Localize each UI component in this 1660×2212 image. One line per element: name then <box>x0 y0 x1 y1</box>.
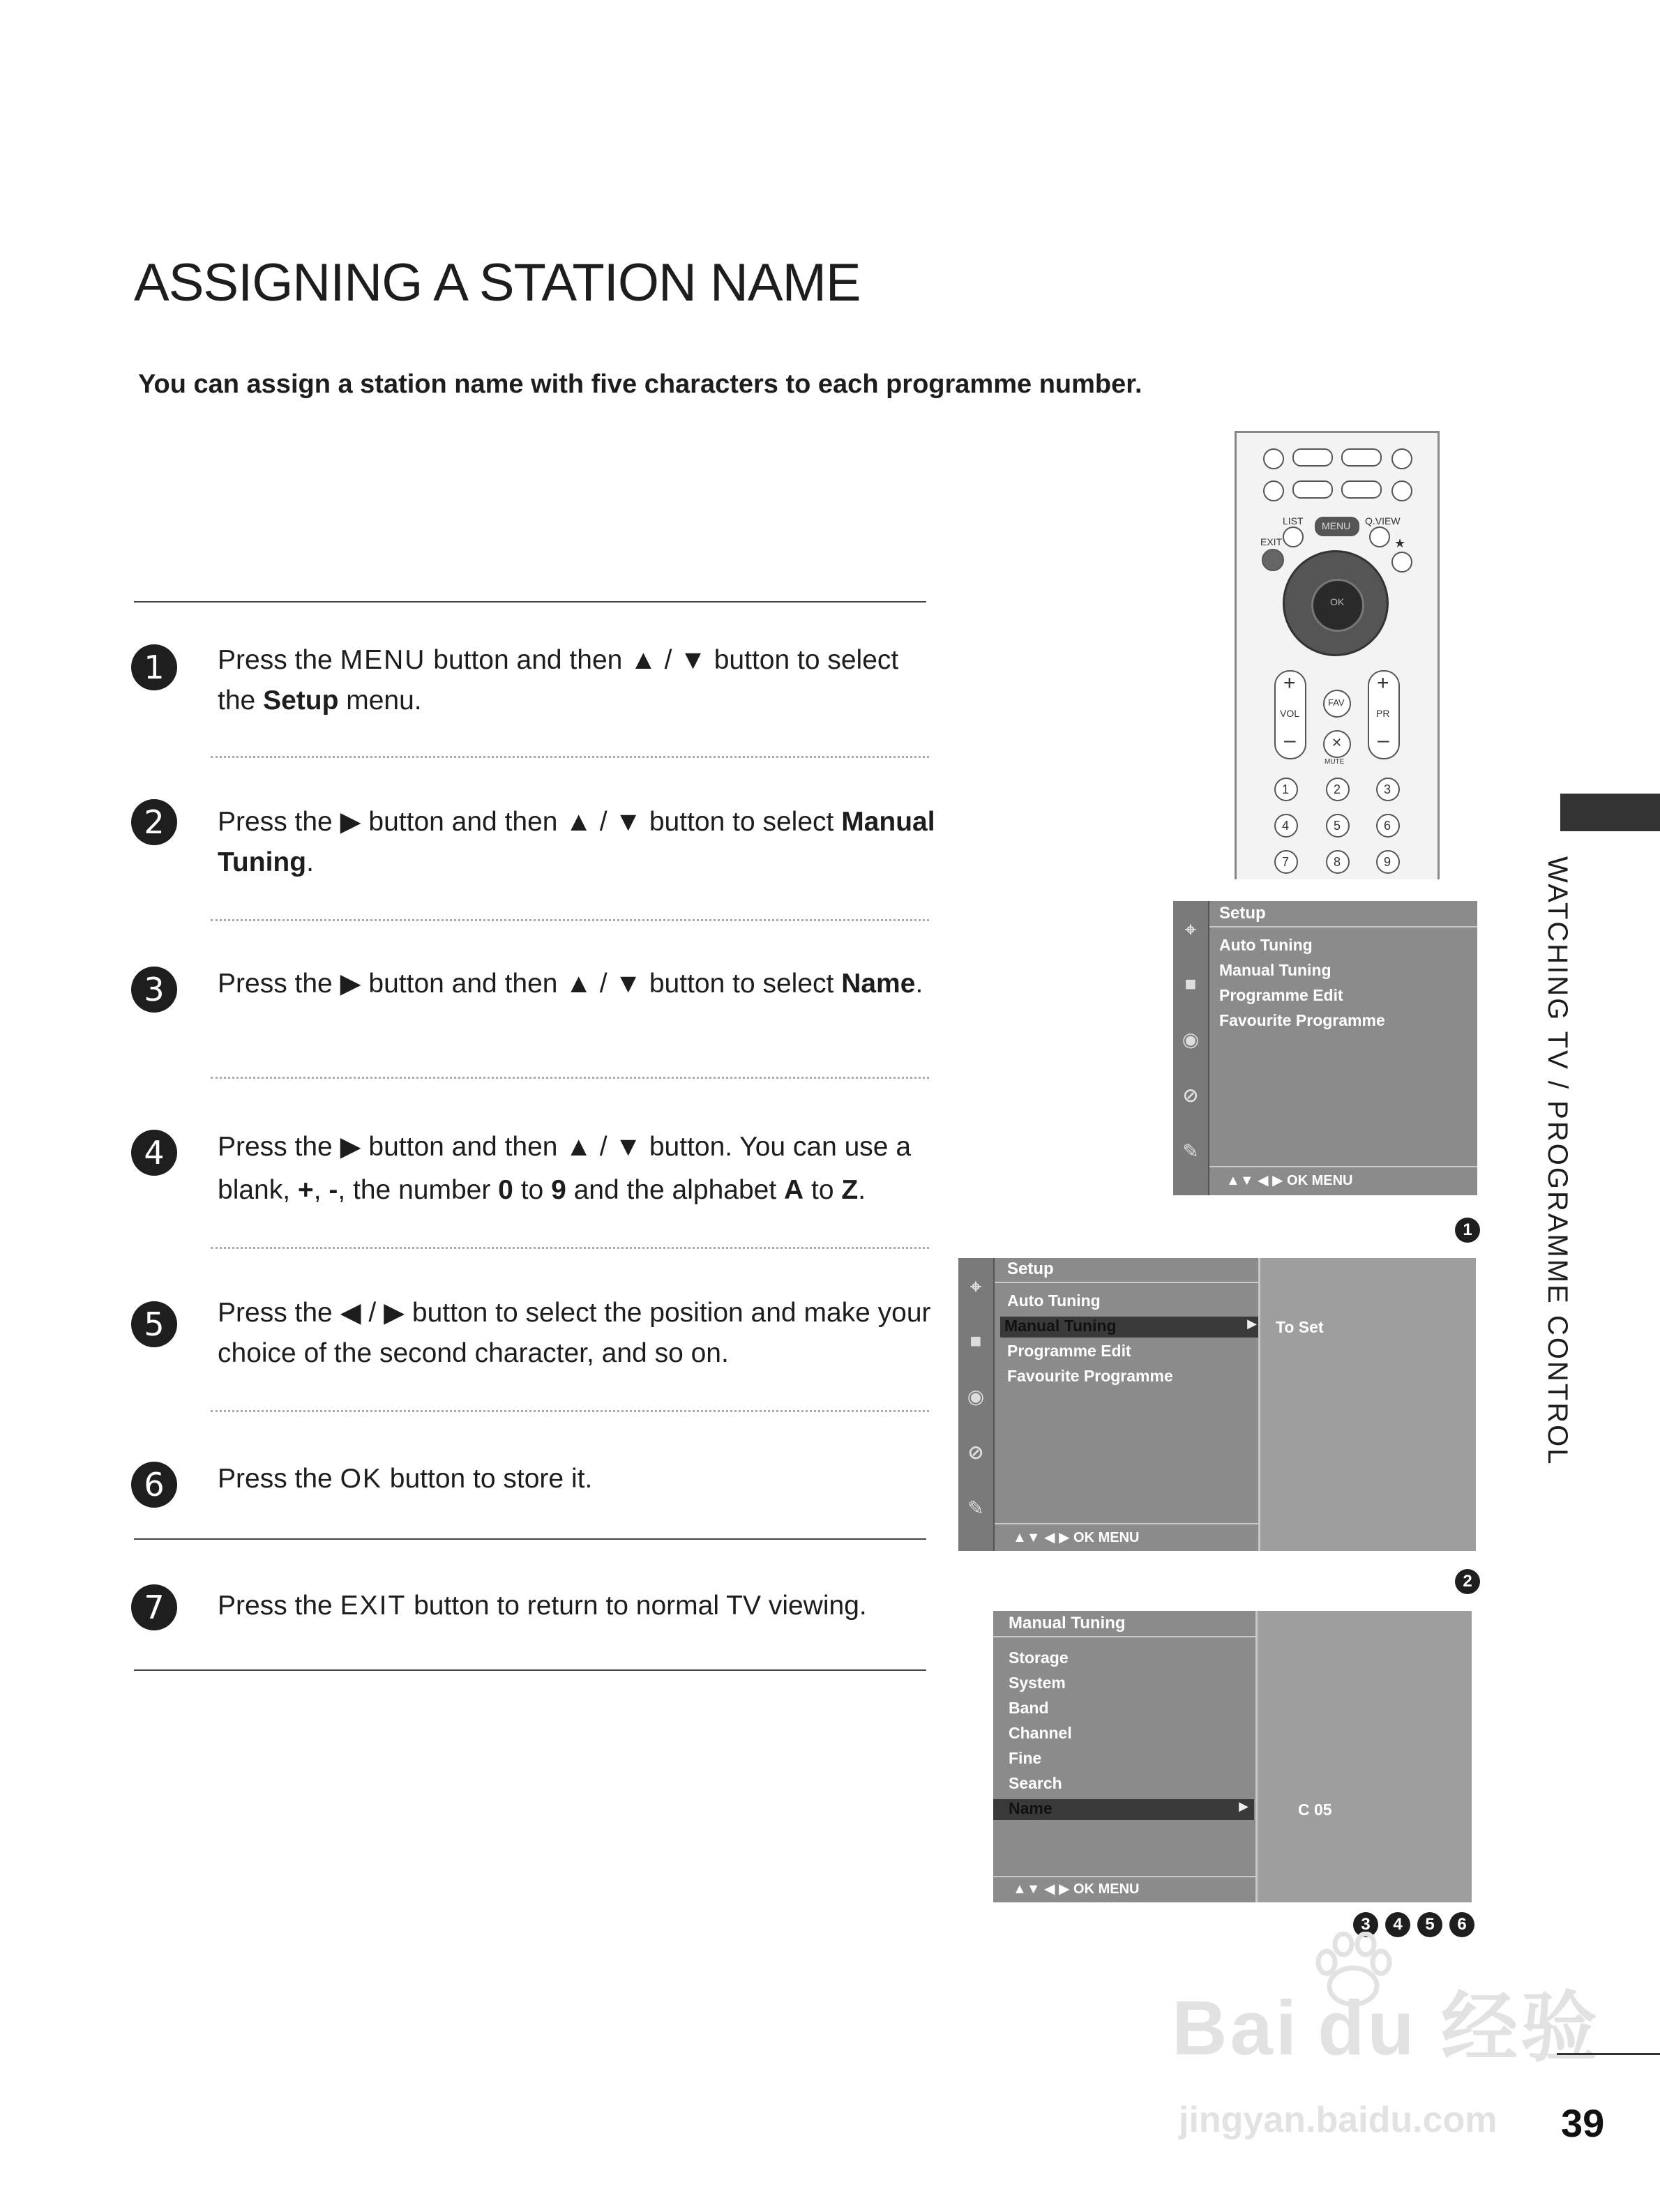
digit-label: 2 <box>1334 782 1341 796</box>
list-button[interactable] <box>1283 527 1304 547</box>
figure-badge: 3 <box>1353 1912 1378 1937</box>
star-icon: ★ <box>1394 536 1406 550</box>
list-label: LIST <box>1283 515 1304 527</box>
intro-text: You can assign a station name with five characters to each programme number. <box>138 370 1142 399</box>
menu-button[interactable] <box>1315 517 1359 536</box>
mute-button[interactable] <box>1323 730 1351 758</box>
qview-button[interactable] <box>1369 527 1390 547</box>
osd-footer: ▲▼ ◀ ▶ OK MENU <box>1013 1530 1140 1545</box>
osd-right-panel <box>1258 1258 1476 1551</box>
step-separator <box>211 1077 929 1079</box>
next-button[interactable] <box>1391 480 1412 501</box>
pr-plus-icon: + <box>1377 672 1389 695</box>
remote-control <box>1235 431 1440 879</box>
step-6-text: Press the OK button to store it. <box>218 1464 593 1494</box>
forward-button[interactable] <box>1341 480 1382 499</box>
digit-label: 7 <box>1282 855 1290 869</box>
osd-divider <box>993 1876 1255 1877</box>
volume-rocker[interactable] <box>1274 670 1306 759</box>
figure-badge: 2 <box>1455 1569 1480 1594</box>
step-3-text: Press the ▶ button and then ▲ / ▼ button to select Name. <box>218 969 923 999</box>
osd-setup-menu <box>1173 901 1477 1195</box>
step-number: 2 <box>131 799 177 845</box>
figure-badge: 1 <box>1455 1218 1480 1243</box>
pause-button[interactable] <box>1341 448 1382 467</box>
step-2-text: Press the ▶ button and then ▲ / ▼ button to select Manual Tuning. <box>218 807 935 877</box>
prev-button[interactable] <box>1263 480 1284 501</box>
menu-item-name-selected[interactable] <box>993 1799 1254 1820</box>
figure-badge: 5 <box>1417 1912 1442 1937</box>
menu-item-search[interactable]: Search <box>1009 1774 1062 1792</box>
osd-sidebar <box>1173 901 1209 1195</box>
menu-item-system[interactable]: System <box>1009 1674 1066 1692</box>
steps-bottom-rule <box>134 1669 926 1671</box>
step-number: 6 <box>131 1462 177 1508</box>
step-number: 1 <box>131 644 177 690</box>
digit-9-button[interactable] <box>1376 850 1400 874</box>
record-button[interactable] <box>1391 448 1412 469</box>
digit-1-button[interactable] <box>1274 778 1298 801</box>
osd-footer: ▲▼ ◀ ▶ OK MENU <box>1013 1881 1140 1897</box>
digit-label: 8 <box>1334 855 1341 869</box>
pr-label: PR <box>1376 708 1390 719</box>
page-title: ASSIGNING A STATION NAME <box>134 253 861 312</box>
digit-5-button[interactable] <box>1326 814 1350 838</box>
menu-item-programme-edit[interactable]: Programme Edit <box>1007 1342 1131 1360</box>
page-number: 39 <box>1561 2101 1605 2145</box>
vol-label: VOL <box>1280 708 1300 719</box>
step-number: 5 <box>131 1301 177 1347</box>
menu-item-fine[interactable]: Fine <box>1009 1749 1042 1767</box>
osd-right-panel <box>1255 1611 1472 1902</box>
osd-header: Manual Tuning <box>1009 1614 1126 1633</box>
menu-item-manual-tuning-selected[interactable] <box>1000 1317 1262 1338</box>
figure-badge: 6 <box>1449 1912 1474 1937</box>
menu-item-programme-edit[interactable]: Programme Edit <box>1219 986 1343 1004</box>
menu-item-storage[interactable]: Storage <box>1009 1649 1069 1667</box>
menu-item-channel[interactable]: Channel <box>1009 1724 1072 1742</box>
step-separator <box>211 1247 929 1249</box>
arrow-right-icon: ▶ <box>1247 1317 1257 1331</box>
selected-item-label: Name <box>1009 1799 1052 1817</box>
step-separator <box>211 756 929 758</box>
menu-item-auto-tuning[interactable]: Auto Tuning <box>1219 936 1313 954</box>
section-title-vertical: WATCHING TV / PROGRAMME CONTROL <box>1542 856 1573 1467</box>
digit-2-button[interactable] <box>1326 778 1350 801</box>
exit-button[interactable] <box>1262 549 1284 571</box>
pr-minus-icon: – <box>1378 729 1389 752</box>
selected-item-label: Manual Tuning <box>1004 1317 1117 1335</box>
menu-item-favourite-programme[interactable]: Favourite Programme <box>1219 1011 1385 1029</box>
step-7-text: Press the EXIT button to return to normal TV viewing. <box>218 1591 867 1621</box>
step-separator <box>211 919 929 921</box>
ok-label: OK <box>1330 596 1345 607</box>
fav-label: FAV <box>1328 697 1345 708</box>
programme-rocker[interactable] <box>1368 670 1400 759</box>
digit-label: 6 <box>1384 819 1391 833</box>
time-icon: ⊘ <box>967 1441 984 1463</box>
star-button[interactable] <box>1391 552 1412 573</box>
vol-minus-icon: – <box>1284 729 1296 752</box>
satellite-icon: ⌖ <box>1185 918 1196 940</box>
osd-footer: ▲▼ ◀ ▶ OK MENU <box>1226 1173 1353 1188</box>
osd-divider <box>1209 1166 1477 1167</box>
menu-item-favourite-programme[interactable]: Favourite Programme <box>1007 1367 1173 1385</box>
menu-label: MENU <box>1322 520 1351 531</box>
step-number: 3 <box>131 967 177 1013</box>
step-number: 7 <box>131 1584 177 1630</box>
vol-plus-icon: + <box>1283 672 1296 695</box>
sound-icon: ◉ <box>1182 1029 1200 1050</box>
menu-item-manual-tuning[interactable]: Manual Tuning <box>1219 961 1331 979</box>
digit-7-button[interactable] <box>1274 850 1298 874</box>
step-rule <box>134 1538 926 1540</box>
rewind-button[interactable] <box>1292 480 1333 499</box>
step-number: 4 <box>131 1130 177 1176</box>
steps-top-rule <box>134 601 926 603</box>
osd-divider <box>995 1523 1258 1524</box>
fav-button[interactable] <box>1323 690 1351 718</box>
time-icon: ⊘ <box>1182 1084 1199 1106</box>
figure-badge: 4 <box>1385 1912 1410 1937</box>
picture-icon: ■ <box>969 1330 982 1351</box>
osd-sidebar <box>958 1258 995 1551</box>
step-1-text: Press the MENU button and then ▲ / ▼ button to select the Setup menu. <box>218 645 899 715</box>
mute-icon: ✕ <box>1331 736 1343 750</box>
stop-button[interactable] <box>1263 448 1284 469</box>
step-separator <box>211 1410 929 1412</box>
osd-divider <box>995 1282 1258 1283</box>
arrow-right-icon: ▶ <box>1239 1799 1248 1813</box>
step-4-text: Press the ▶ button and then ▲ / ▼ button. You can use a blank, +, -, the number 0 to 9 and the alphabet A to Z. <box>218 1132 912 1205</box>
digit-label: 1 <box>1282 782 1290 796</box>
page-number-rule <box>1557 2053 1660 2055</box>
mute-label: MUTE <box>1325 758 1345 766</box>
osd-header: Setup <box>1219 904 1266 923</box>
digit-label: 5 <box>1334 819 1341 833</box>
play-button[interactable] <box>1292 448 1333 467</box>
watermark-url: jingyan.baidu.com <box>1179 2100 1497 2140</box>
digit-6-button[interactable] <box>1376 814 1400 838</box>
osd-manual-tuning <box>993 1611 1472 1902</box>
to-set-label: To Set <box>1276 1318 1324 1336</box>
watermark-text: Bai du 经验 <box>1172 1985 1601 2071</box>
osd-divider <box>1209 926 1477 927</box>
channel-name-value: C 05 <box>1298 1801 1332 1819</box>
exit-label: EXIT <box>1260 536 1283 547</box>
qview-label: Q.VIEW <box>1365 515 1401 527</box>
digit-label: 4 <box>1282 819 1290 833</box>
navigation-ring[interactable] <box>1283 550 1389 656</box>
section-tab-bar <box>1560 794 1660 831</box>
digit-4-button[interactable] <box>1274 814 1298 838</box>
menu-item-band[interactable]: Band <box>1009 1699 1049 1717</box>
osd-divider <box>993 1636 1255 1637</box>
osd-header: Setup <box>1007 1259 1054 1278</box>
option-icon: ✎ <box>967 1497 984 1519</box>
digit-label: 3 <box>1384 782 1391 796</box>
osd-setup-submenu <box>958 1258 1476 1551</box>
ok-button[interactable] <box>1311 579 1364 632</box>
digit-label: 9 <box>1384 855 1391 869</box>
digit-3-button[interactable] <box>1376 778 1400 801</box>
menu-item-auto-tuning[interactable]: Auto Tuning <box>1007 1291 1101 1310</box>
picture-icon: ■ <box>1184 973 1197 994</box>
digit-8-button[interactable] <box>1326 850 1350 874</box>
step-5-text: Press the ◀ / ▶ button to select the position and make your choice of the second character, and so on. <box>218 1298 931 1368</box>
option-icon: ✎ <box>1182 1140 1199 1162</box>
satellite-icon: ⌖ <box>970 1275 981 1297</box>
sound-icon: ◉ <box>967 1386 985 1407</box>
